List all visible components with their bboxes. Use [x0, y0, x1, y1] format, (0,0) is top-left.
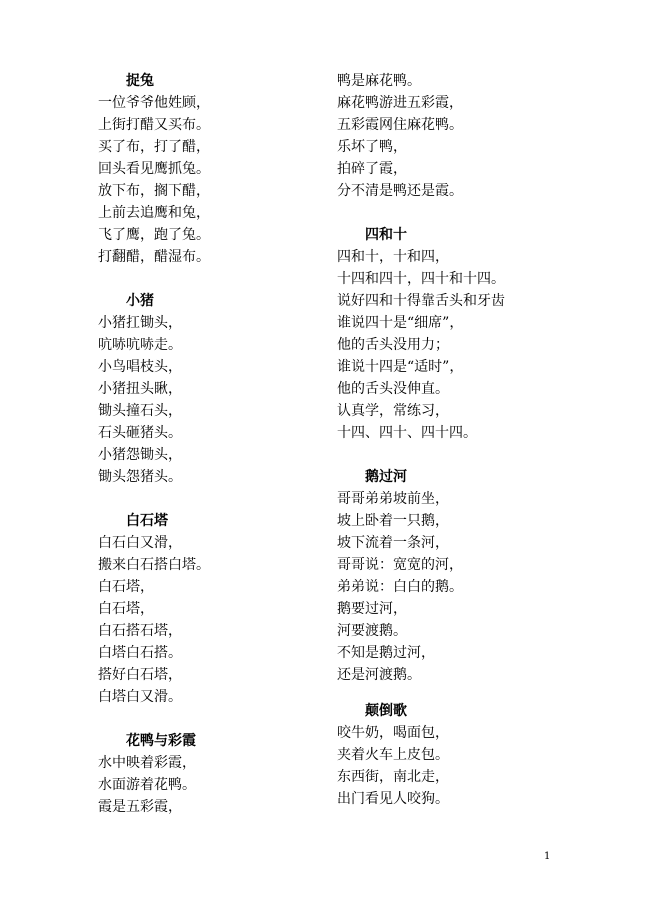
poem-line: 出门看见人咬狗。	[337, 791, 449, 807]
poem-line: 白塔白又滑。	[98, 689, 182, 705]
poem-line: 哥哥弟弟坡前坐，	[337, 491, 449, 507]
poem-diandaoge	[337, 700, 597, 810]
poem-line: 咬牛奶，喝面包，	[337, 725, 449, 741]
poem-line: 石头砸猪头。	[98, 425, 182, 441]
poem-line: 鸭是麻花鸭。	[337, 73, 421, 89]
stanza-gap	[337, 202, 597, 224]
poem-line: 小猪怨锄头，	[98, 447, 182, 463]
poem-line: 水面游着花鸭。	[98, 777, 196, 793]
poem-line: 锄头撞石头，	[98, 403, 182, 419]
poem-line: 五彩霞网住麻花鸭。	[337, 117, 463, 133]
poem-line: 河要渡鹅。	[337, 623, 407, 639]
poem-line: 他的舌头没伸直。	[337, 381, 449, 397]
poem-line: 白石白又滑，	[98, 535, 182, 551]
poem-line: 认真学，常练习，	[337, 403, 449, 419]
poem-line: 白石搭石塔，	[98, 623, 182, 639]
poem-line: 东西街，南北走，	[337, 769, 449, 785]
poem-line: 弟弟说：白白的鹅。	[337, 579, 463, 595]
poem-line: 一位爷爷他姓顾，	[98, 95, 210, 111]
poem-line: 锄头怨猪头。	[98, 469, 182, 485]
poem-line: 搭好白石塔，	[98, 667, 182, 683]
poem-huaya	[98, 730, 308, 818]
poem-line: 买了布，打了醋，	[98, 139, 210, 155]
poem-huaya-continued	[337, 70, 597, 202]
poem-title: 捉兔	[126, 73, 154, 89]
poem-line: 麻花鸭游进五彩霞，	[337, 95, 463, 111]
poem-line: 飞了鹰，跑了兔。	[98, 227, 210, 243]
poem-title: 小猪	[126, 293, 154, 309]
poem-line: 坡下流着一条河，	[337, 535, 449, 551]
stanza-gap	[98, 488, 308, 510]
poem-line: 水中映着彩霞，	[98, 755, 196, 771]
poem-line: 霞是五彩霞，	[98, 799, 182, 815]
poem-line: 回头看见鹰抓兔。	[98, 161, 210, 177]
poem-line: 夹着火车上皮包。	[337, 747, 449, 763]
poem-title: 鹅过河	[365, 469, 407, 485]
poem-line: 十四和四十，四十和十四。	[337, 271, 505, 287]
poem-line: 白石塔，	[98, 579, 154, 595]
poem-line: 小猪扭头瞅，	[98, 381, 182, 397]
stanza-gap	[98, 268, 308, 290]
poem-line: 上前去追鹰和兔，	[98, 205, 210, 221]
poem-eguohe	[337, 466, 597, 686]
poem-line: 打翻醋，醋湿布。	[98, 249, 210, 265]
poem-line: 小猪扛锄头，	[98, 315, 182, 331]
poem-sihesi	[337, 224, 597, 444]
poem-line: 白石塔，	[98, 601, 154, 617]
poem-line: 十四、四十、四十四。	[337, 425, 477, 441]
poem-title: 白石塔	[126, 513, 168, 529]
poem-line: 鹅要过河，	[337, 601, 407, 617]
right-column	[337, 70, 597, 810]
stanza-gap	[98, 708, 308, 730]
poem-line: 乐坏了鸭，	[337, 139, 407, 155]
poem-line: 谁说十四是“适时”，	[337, 359, 464, 375]
poem-line: 他的舌头没用力；	[337, 337, 449, 353]
stanza-gap	[337, 444, 597, 466]
poem-line: 还是河渡鹅。	[337, 667, 421, 683]
poem-line: 四和十，十和四，	[337, 249, 449, 265]
poem-line: 谁说四十是“细席”，	[337, 315, 464, 331]
page-number: 1	[544, 851, 551, 862]
poem-line: 分不清是鸭还是霞。	[337, 183, 463, 199]
poem-line: 上街打醋又买布。	[98, 117, 210, 133]
poem-title: 四和十	[365, 227, 407, 243]
poem-line: 不知是鹅过河，	[337, 645, 435, 661]
poem-line: 说好四和十得靠舌头和牙齿	[337, 293, 505, 309]
poem-title: 颠倒歌	[365, 703, 407, 719]
poem-zhuotu	[98, 70, 308, 268]
poem-line: 搬来白石搭白塔。	[98, 557, 210, 573]
poem-line: 拍碎了霞，	[337, 161, 407, 177]
poem-xiaozhu	[98, 290, 308, 488]
poem-line: 哥哥说：宽宽的河，	[337, 557, 463, 573]
poem-line: 小鸟唱枝头，	[98, 359, 182, 375]
poem-line: 放下布，搁下醋，	[98, 183, 210, 199]
left-column	[98, 70, 308, 818]
stanza-gap	[337, 686, 597, 700]
poem-baishita	[98, 510, 308, 708]
poem-line: 坡上卧着一只鹅，	[337, 513, 449, 529]
poem-line: 吭哧吭哧走。	[98, 337, 182, 353]
poem-line: 白塔白石搭。	[98, 645, 182, 661]
poem-title: 花鸭与彩霞	[126, 733, 196, 749]
